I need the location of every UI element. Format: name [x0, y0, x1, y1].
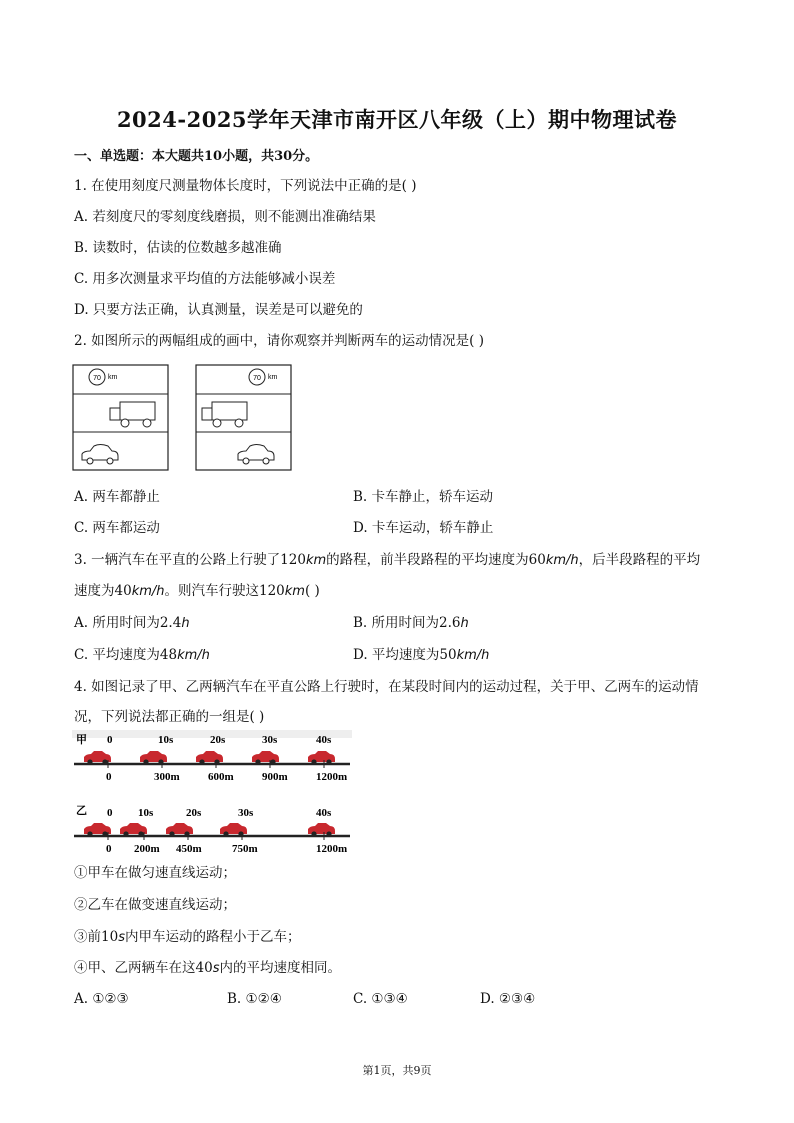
car-icon: [120, 823, 147, 837]
q1-option-d: D. 只要方法正确，认真测量，误差是可以避免的: [74, 302, 363, 318]
yi-distance-label: 450m: [176, 843, 202, 855]
jia-distance-label: 1200m: [316, 771, 348, 783]
q4-statement-3: [74, 928, 300, 947]
q3-option-text: D. 平均速度为50: [353, 647, 457, 663]
q4-option-c: C. ①③④: [353, 991, 408, 1007]
jia-time-label: 40s: [316, 734, 332, 746]
q3-stem-line1: [74, 551, 700, 570]
car-icon: [84, 823, 111, 837]
yi-distance-label: 0: [106, 843, 112, 855]
car-icon: [196, 751, 223, 765]
q4-option-d: D. ②③④: [480, 991, 536, 1007]
q4-text: ③前10: [74, 929, 119, 945]
yi-label: 乙: [76, 805, 87, 817]
yi-time-label: 30s: [238, 807, 254, 819]
q1-option-c: C. 用多次测量求平均值的方法能够减小误差: [74, 271, 336, 287]
q4-stem-line1: 4. 如图记录了甲、乙两辆汽车在平直公路上行驶时，在某段时间内的运动过程，关于甲、乙两车的运动情: [74, 679, 699, 695]
q4-unit: s: [212, 961, 220, 976]
q3-unit: km: [305, 553, 327, 568]
yi-time-label: 0: [107, 807, 113, 819]
q3-unit: km/h: [456, 648, 490, 663]
q3-option-b: [353, 614, 469, 633]
car-icon: [220, 823, 247, 837]
q1-stem: 1. 在使用刻度尺测量物体长度时，下列说法中正确的是( ): [74, 178, 417, 194]
q4-text: 内甲车运动的路程小于乙车；: [124, 929, 301, 945]
q2-panel-1: [73, 365, 168, 470]
q4-statement-1: ①甲车在做匀速直线运动；: [74, 865, 236, 881]
q2-panel-2: [196, 365, 291, 470]
sign-unit-text: km: [268, 374, 278, 381]
q4-option-a: A. ①②③: [74, 991, 129, 1007]
sedan-icon: [82, 445, 118, 465]
speed-sign-icon: [249, 369, 278, 385]
q3-unit: km/h: [177, 648, 210, 663]
yi-distance-label: 200m: [134, 843, 160, 855]
jia-time-label: 30s: [262, 734, 278, 746]
car-icon: [252, 751, 279, 765]
q3-unit: h: [460, 616, 469, 631]
q4-option-b: B. ①②④: [227, 991, 282, 1007]
q3-text: 速度为40: [74, 583, 132, 599]
q3-text: 的路程，前半段路程的平均速度为60: [326, 552, 546, 568]
yi-time-label: 10s: [138, 807, 154, 819]
jia-time-label: 0: [107, 734, 113, 746]
q3-text: ( ): [304, 583, 320, 599]
car-icon: [308, 823, 335, 837]
q3-option-c: [74, 646, 210, 665]
jia-time-label: 10s: [158, 734, 174, 746]
q3-option-a: [74, 614, 190, 633]
jia-distance-label: 600m: [208, 771, 234, 783]
q2-stem: 2. 如图所示的两幅组成的画中，请你观察并判断两车的运动情况是( ): [74, 333, 484, 349]
q3-unit: h: [181, 616, 190, 631]
speed-sign-icon: [89, 369, 118, 385]
q3-text: ，后半段路程的平均: [578, 552, 701, 568]
page-title: 2024-2025学年天津市南开区八年级（上）期中物理试卷: [116, 107, 678, 132]
q4-figure: [72, 730, 354, 858]
q4-text: ④甲、乙两辆车在这40: [74, 960, 213, 976]
q4-stem-line2: 况，下列说法都正确的一组是( ): [74, 709, 265, 725]
jia-distances: [106, 771, 347, 783]
q2-option-b: B. 卡车静止，轿车运动: [353, 489, 494, 505]
jia-label: 甲: [76, 734, 87, 746]
jia-distance-label: 900m: [262, 771, 288, 783]
q1-option-a: A. 若刻度尺的零刻度线磨损，则不能测出准确结果: [74, 209, 376, 225]
q2-option-a: A. 两车都静止: [74, 489, 160, 505]
q4-statement-4: [74, 959, 341, 978]
jia-distance-label: 0: [106, 771, 112, 783]
yi-distances: [106, 843, 347, 855]
jia-distance-label: 300m: [154, 771, 180, 783]
sedan-icon: [238, 445, 274, 465]
yi-times: [107, 807, 332, 819]
yi-cars: [84, 823, 335, 837]
truck-icon: [202, 402, 247, 427]
sign-unit-text: km: [108, 374, 118, 381]
sign-speed-text: 70: [253, 375, 261, 382]
q2-figure: [72, 364, 302, 474]
q4-statement-2: ②乙车在做变速直线运动；: [74, 897, 236, 913]
car-icon: [166, 823, 193, 837]
q2-option-d: D. 卡车运动，轿车静止: [353, 520, 494, 536]
q3-option-text: C. 平均速度为48: [74, 647, 178, 663]
q1-option-b: B. 读数时，估读的位数越多越准确: [74, 240, 282, 256]
yi-time-label: 20s: [186, 807, 202, 819]
yi-time-label: 40s: [316, 807, 332, 819]
q3-unit: km/h: [131, 584, 165, 599]
q3-stem-line2: [74, 582, 320, 601]
yi-distance-label: 750m: [232, 843, 258, 855]
q3-option-d: [353, 646, 489, 665]
sign-speed-text: 70: [93, 375, 101, 382]
car-icon: [84, 751, 111, 765]
q3-text: 。则汽车行驶这120: [164, 583, 285, 599]
yi-distance-label: 1200m: [316, 843, 348, 855]
q2-option-c: C. 两车都运动: [74, 520, 160, 536]
q3-option-text: B. 所用时间为2.6: [353, 615, 461, 631]
q3-unit: km/h: [545, 553, 579, 568]
truck-icon: [110, 402, 155, 427]
jia-time-label: 20s: [210, 734, 226, 746]
section-heading: 一、单选题：本大题共10小题，共30分。: [74, 149, 319, 164]
jia-cars: [84, 751, 335, 765]
q3-option-text: A. 所用时间为2.4: [74, 615, 182, 631]
car-icon: [140, 751, 167, 765]
q4-text: 内的平均速度相同。: [219, 960, 341, 976]
q3-text: 3. 一辆汽车在平直的公路上行驶了120: [74, 552, 306, 568]
q4-unit: s: [118, 930, 125, 945]
q3-unit: km: [284, 584, 305, 599]
car-icon: [308, 751, 335, 765]
page-footer: 第1页，共9页: [362, 1064, 432, 1077]
